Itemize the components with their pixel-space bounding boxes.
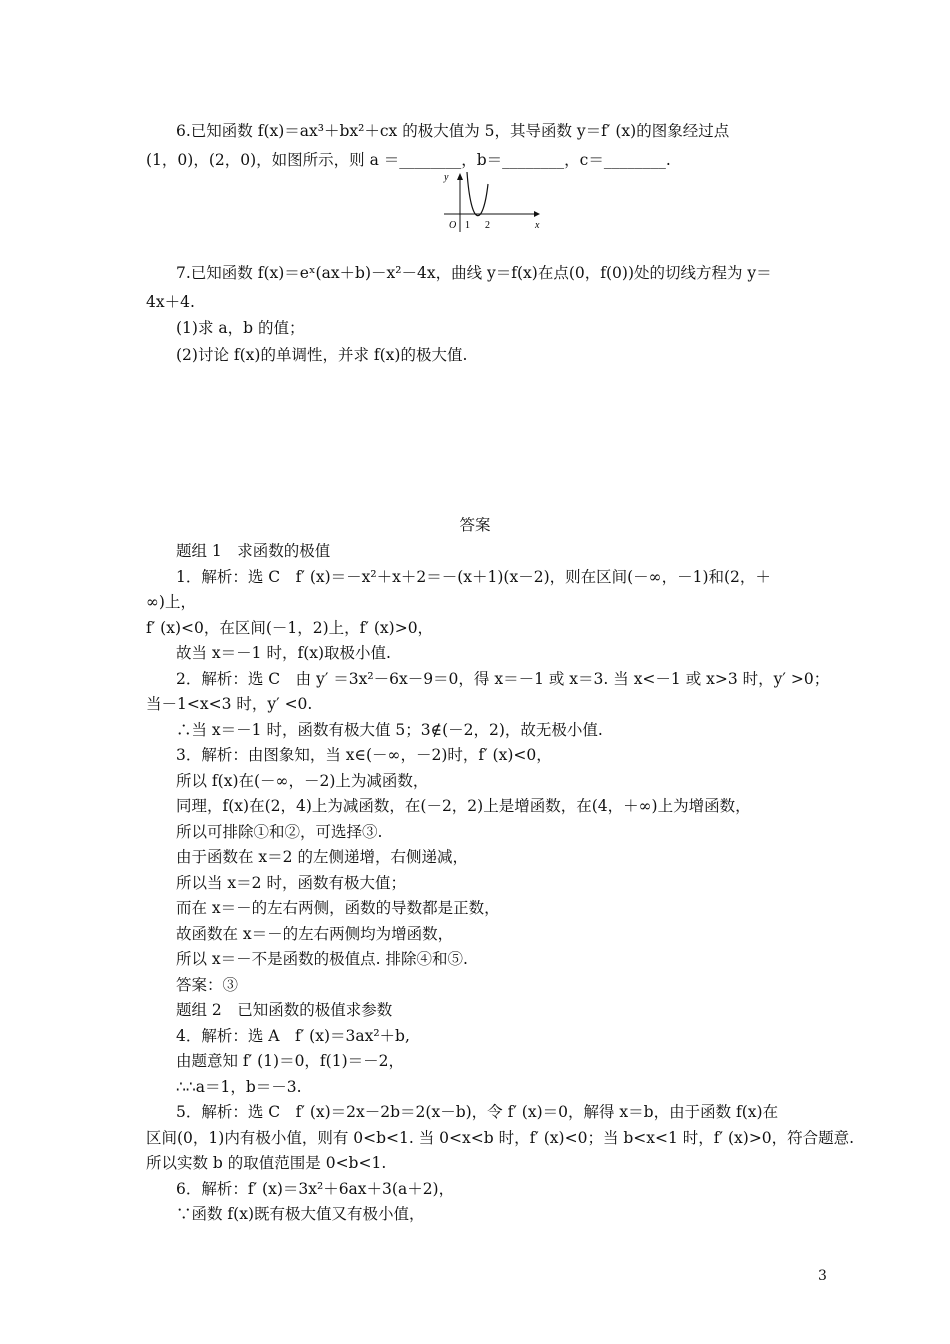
derivative-graph bbox=[440, 170, 544, 234]
origin-label: O bbox=[449, 220, 457, 231]
x-label: x bbox=[535, 220, 540, 231]
page-number: 3 bbox=[818, 1268, 827, 1284]
answer-title: 答案 bbox=[459, 516, 491, 534]
answer-line: 所以当 x＝2 时，函数有极大值； bbox=[176, 874, 406, 892]
answer-line: ∞)上， bbox=[146, 593, 196, 611]
q7-part1: (1)求 a，b 的值； bbox=[176, 319, 305, 337]
q7-part2: (2)讨论 f(x)的单调性，并求 f(x)的极大值. bbox=[176, 346, 468, 364]
tick-2: 2 bbox=[485, 220, 490, 231]
answer-line: ∵函数 f(x)既有极大值又有极小值， bbox=[176, 1205, 425, 1223]
y-label: y bbox=[444, 172, 449, 183]
answer-line: 所以 x＝－不是函数的极值点. 排除④和⑤. bbox=[176, 950, 468, 968]
answer-line: 所以可排除①和②，可选择③. bbox=[176, 823, 383, 841]
answer-line: 2．解析：选 C 由 y′ ＝3x²－6x－9＝0，得 x＝－1 或 x＝3. 当 x<－1 或 x>3 时，y′ >0； bbox=[176, 670, 830, 688]
q6-line1: 6.已知函数 f(x)＝ax³＋bx²＋cx 的极大值为 5，其导函数 y＝f′ (x)的图象经过点 bbox=[176, 122, 730, 140]
answer-line: 1．解析：选 C f′ (x)＝－x²＋x＋2＝－(x＋1)(x－2)，则在区间(－∞，－1)和(2，＋ bbox=[176, 568, 771, 586]
answer-line: 所以 f(x)在(－∞，－2)上为减函数， bbox=[176, 772, 429, 790]
answer-line: 而在 x＝－的左右两侧，函数的导数都是正数， bbox=[176, 899, 500, 917]
y-axis-arrow bbox=[457, 173, 463, 180]
parabola-curve bbox=[467, 172, 488, 216]
answer-line: 4．解析：选 A f′ (x)＝3ax²＋b, bbox=[176, 1027, 410, 1045]
tick-1: 1 bbox=[465, 220, 470, 231]
answer-line: 由题意知 f′ (1)＝0，f(1)＝－2， bbox=[176, 1052, 404, 1070]
answer-line: 答案：③ bbox=[176, 976, 239, 994]
q7-line2: 4x＋4. bbox=[146, 293, 195, 311]
answer-line: ∴∴a＝1，b＝－3. bbox=[176, 1078, 302, 1096]
answer-line: 故函数在 x＝－的左右两侧均为增函数， bbox=[176, 925, 454, 943]
answer-line: 同理，f(x)在(2，4)上为减函数，在(－2，2)上是增函数，在(4，＋∞)上为增函数， bbox=[176, 797, 751, 815]
answer-line: 故当 x＝－1 时，f(x)取极小值. bbox=[176, 644, 391, 662]
answer-line: f′ (x)<0，在区间(－1，2)上，f′ (x)>0， bbox=[146, 619, 434, 637]
q7-line1: 7.已知函数 f(x)＝eˣ(ax＋b)－x²－4x，曲线 y＝f(x)在点(0，f(0))处的切线方程为 y＝ bbox=[176, 264, 772, 282]
answer-line: 3．解析：由图象知，当 x∈(－∞，－2)时，f′ (x)<0， bbox=[176, 746, 552, 764]
answer-line: 由于函数在 x＝2 的左侧递增，右侧递减， bbox=[176, 848, 468, 866]
answer-line: 当－1<x<3 时，y′ <0. bbox=[146, 695, 313, 713]
answer-line: 区间(0，1)内有极小值，则有 0<b<1. 当 0<x<b 时，f′ (x)<0；当 b<x<1 时，f′ (x)>0，符合题意. bbox=[146, 1129, 855, 1147]
answer-line: 题组 2 已知函数的极值求参数 bbox=[176, 1001, 393, 1019]
answer-line: 5．解析：选 C f′ (x)＝2x－2b＝2(x－b)，令 f′ (x)＝0，解得 x＝b，由于函数 f(x)在 bbox=[176, 1103, 779, 1121]
answer-line: 题组 1 求函数的极值 bbox=[176, 542, 331, 560]
answer-line: 6．解析：f′ (x)＝3x²＋6ax＋3(a＋2)， bbox=[176, 1180, 455, 1198]
answer-line: 所以实数 b 的取值范围是 0<b<1. bbox=[146, 1154, 387, 1172]
x-axis-arrow bbox=[534, 211, 540, 217]
answer-line: ∴当 x＝－1 时，函数有极大值 5；3∉(－2，2)，故无极小值. bbox=[176, 721, 603, 739]
q6-line2: (1，0)，(2，0)，如图所示，则 a ＝________，b＝________，c＝________. bbox=[146, 151, 671, 169]
